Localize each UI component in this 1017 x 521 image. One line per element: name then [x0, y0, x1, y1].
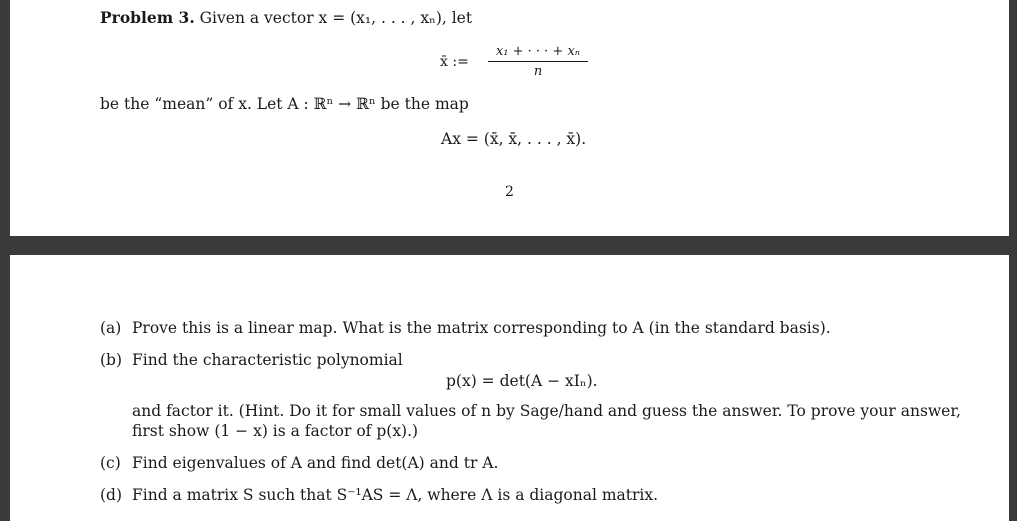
page-number: 2 [505, 184, 514, 200]
mean-denominator: n [533, 64, 543, 79]
part-b [100, 350, 403, 371]
part-label: (d) [100, 486, 123, 504]
characteristic-polynomial-equation: p(x) = det(A − xIₙ). [446, 372, 598, 390]
part-label: (b) [100, 351, 123, 369]
mean-numerator: x₁ + · · · + xₙ [488, 44, 588, 62]
part-b-continuation-1: and factor it. (Hint. Do it for small values of n by Sage/hand and guess the answer. To prove your answer, [132, 402, 961, 420]
problem-intro: Given a vector x = (x₁, . . . , xₙ), let [199, 9, 473, 27]
part-label: (a) [100, 319, 122, 337]
mean-definition-lhs: x̄ := [440, 54, 469, 70]
page-3 [10, 255, 1009, 521]
problem-intro-line [100, 8, 472, 28]
mean-fraction [488, 44, 588, 79]
part-text: Find a matrix S such that S⁻¹AS = Λ, where Λ is a diagonal matrix. [132, 486, 659, 504]
problem-heading: Problem 3. [100, 8, 195, 27]
part-c [100, 453, 498, 474]
part-a [100, 318, 831, 339]
part-b-continuation-2: first show (1 − x) is a factor of p(x).) [132, 422, 419, 440]
part-label: (c) [100, 454, 121, 472]
part-text: Find the characteristic polynomial [132, 351, 403, 369]
map-definition: Ax = (x̄, x̄, . . . , x̄). [441, 130, 587, 148]
part-text: Find eigenvalues of A and find det(A) and tr A. [132, 454, 499, 472]
part-text: Prove this is a linear map. What is the matrix corresponding to A (in the standard basis). [132, 319, 831, 337]
mean-sentence: be the “mean” of x. Let A : ℝⁿ → ℝⁿ be the map [100, 95, 469, 113]
page-2 [10, 0, 1009, 236]
part-d [100, 485, 658, 506]
